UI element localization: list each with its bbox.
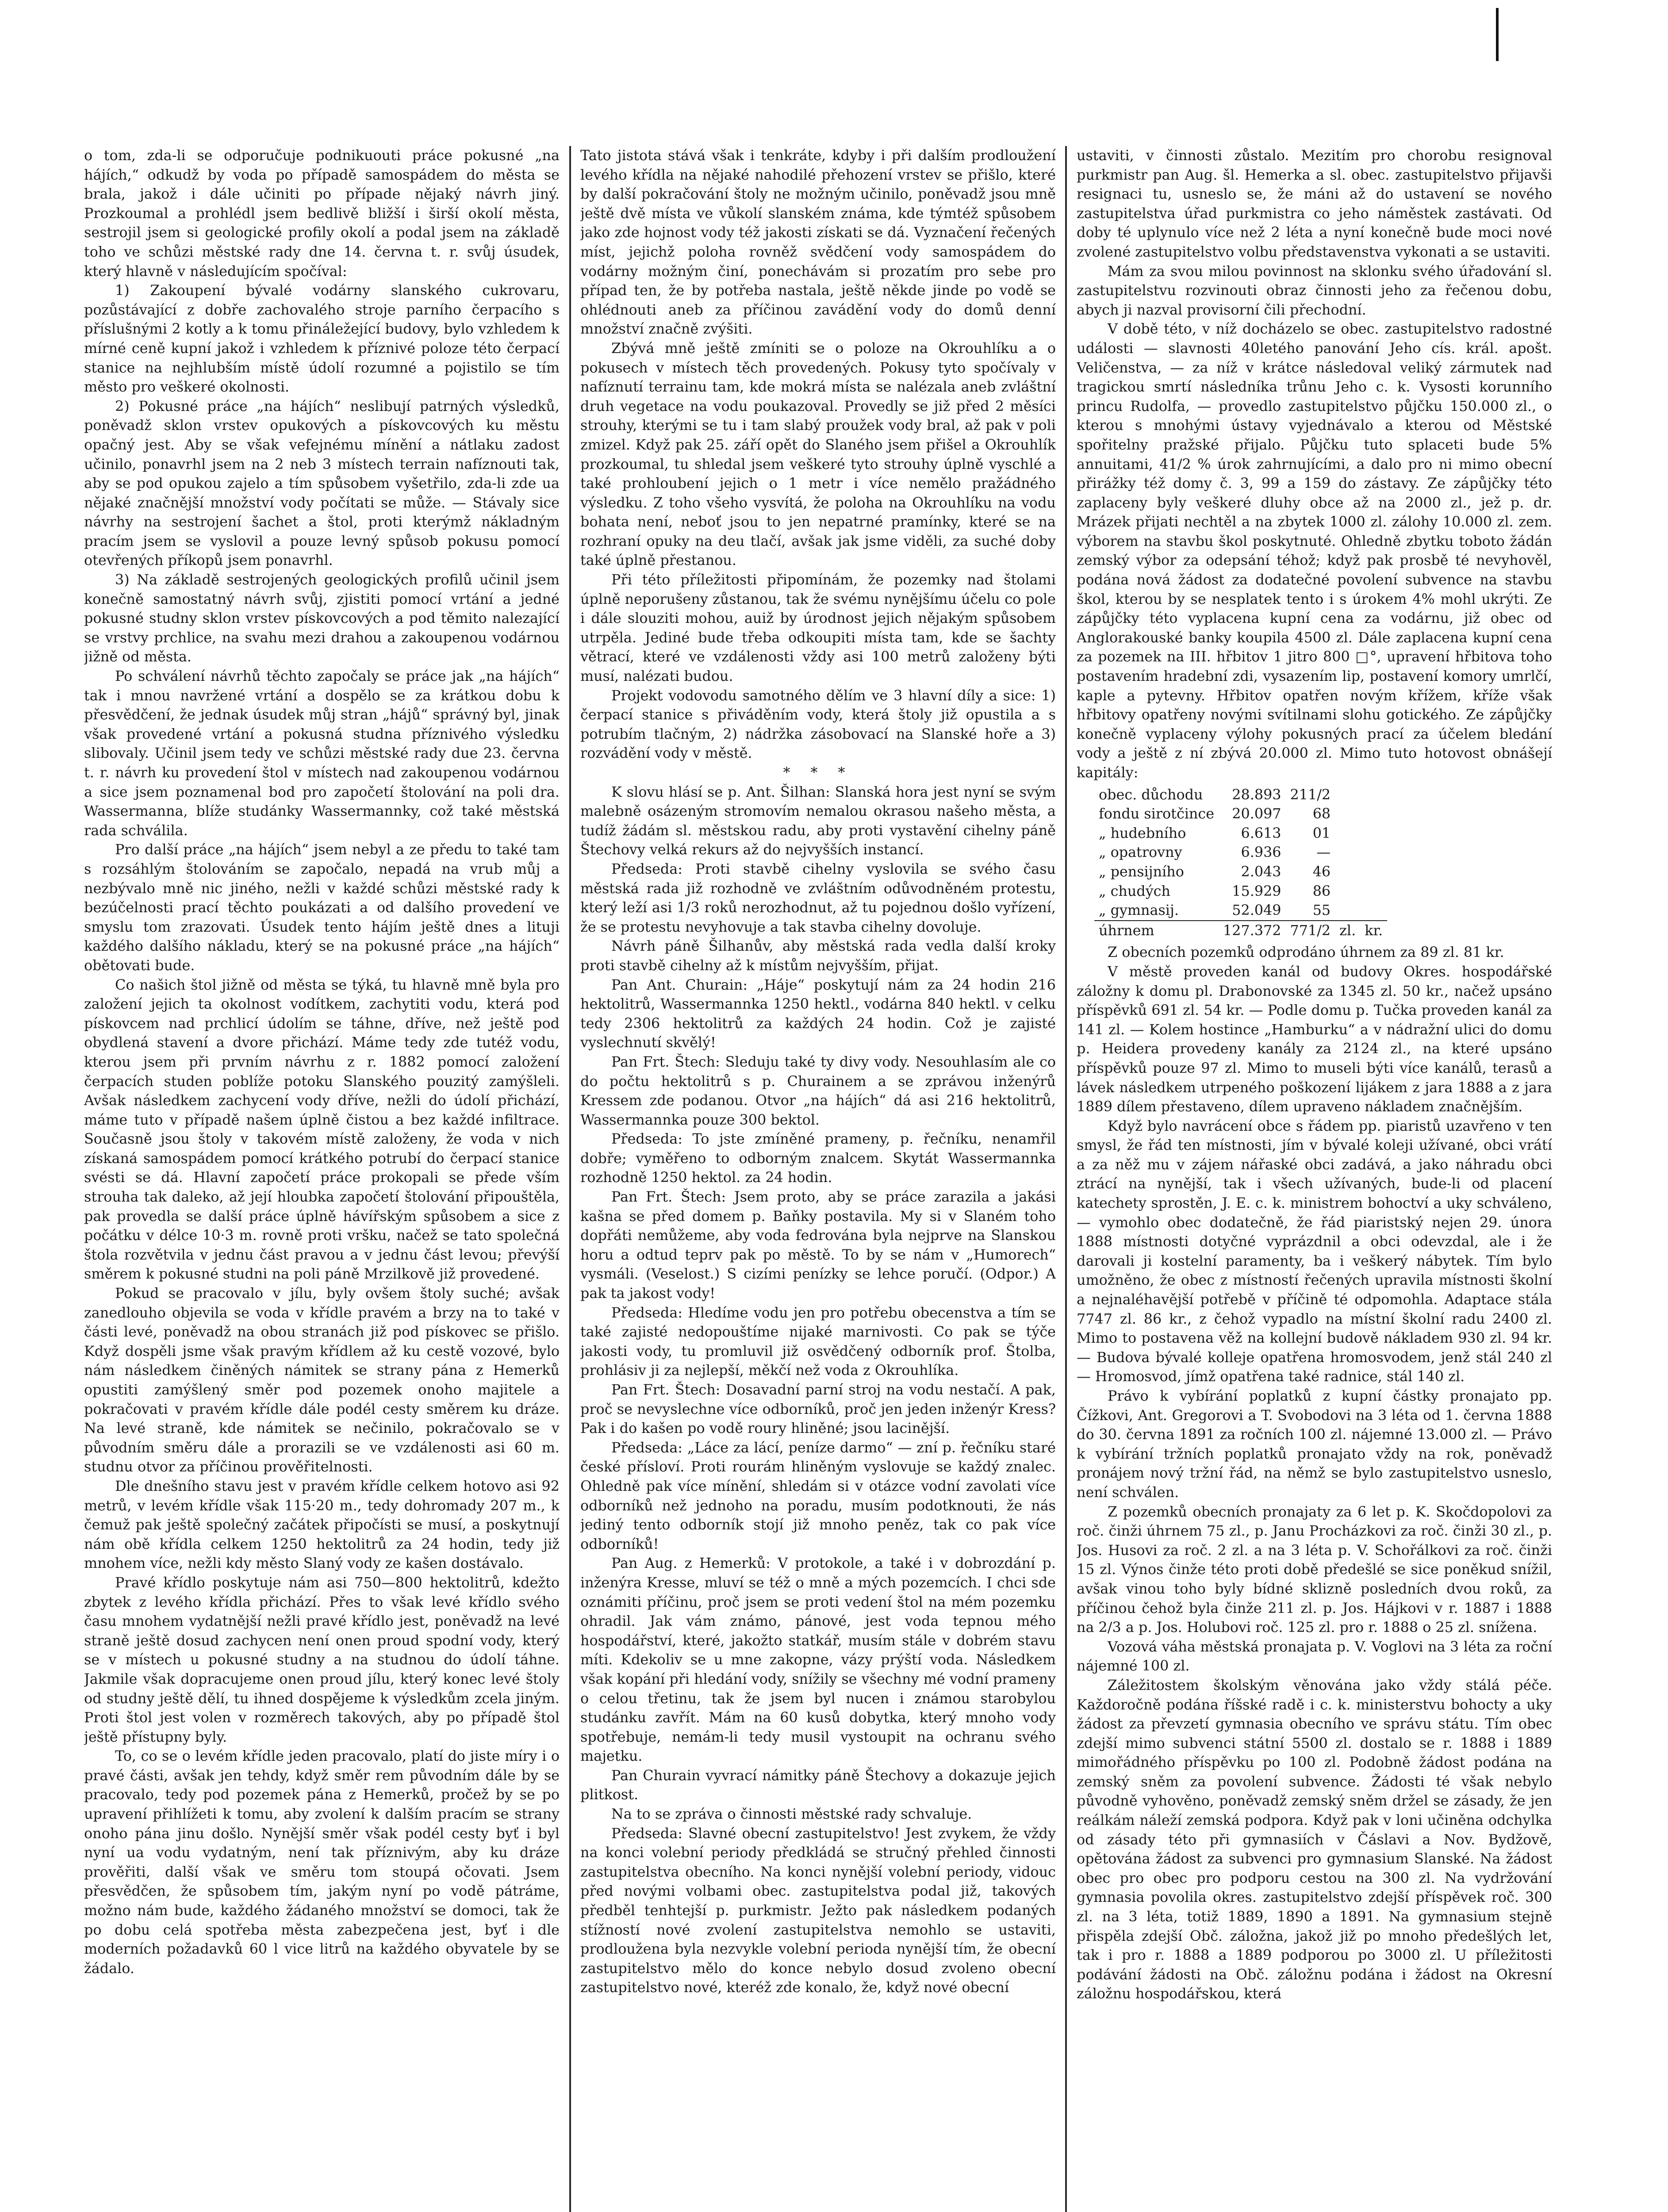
paragraph: Dle dnešního stavu jest v pravém křídle celkem hotovo asi 92 metrů, v levém křídle však 115·20 m., tedy dohromady 207 m., k čemuž pak ještě společný začátek připočísti se musí, a poskytnují nám obě křídla celkem 1250 hektolitrů za 24 hodin, tedy již mnohem více, nežli kdy město Slaný vody ze kašen dostávalo. bbox=[84, 1478, 560, 1572]
cell-zl: 2.043 bbox=[1241, 863, 1281, 880]
paragraph: Pan Churain vyvrací námitky páně Štechovy a dokazuje jejich plitkost. bbox=[580, 1767, 1056, 1803]
paragraph: ustaviti, v činnosti zůstalo. Mezitím pro chorobu resignoval purkmistr pan Aug. šl. Hemerka a sl. obec. zastupitelstvo přijavši resignaci tu, usneslo se, že máni až do ustavení se nového zastupitelstva úřad purkmistra co jeho náměstek zastávati. Od doby té uplynulo více než 2 léta a nyní konečně bude moci nové zvolené zastupitelstvo volbu představenstva vykonati a se ustaviti. bbox=[1077, 147, 1552, 260]
paragraph: Zbývá mně ještě zmíniti se o poloze na Okrouhlíku a o pokusech v místech těch provedených. Pokusy tyto spočívaly v nafíznutí terrainu tam, kde mokrá místa se nalézala aneb zvláštní druh vegetace na vodu poukazoval. Provedly se již před 2 měsíci strouhy, kterými se tu i tam slabý proužek vody bral, až pak v poli zmizel. Když pak 25. září opět do Slaného jsem přišel a Okrouhlík prozkoumal, tu shledal jsem veškeré tyto strouhy úplně vyschlé a také prohloubení jejich o 1 metr i více nemělo pražádného výsledku. Z toho všeho vysvítá, že poloha na Okrouhlíku na vodu bohata není, neboť jsou to jen nepatrné pramínky, které se na rozhraní opuky na deu tlačí, avšak jak jsme viděli, za suché doby také úplně přestanou. bbox=[580, 340, 1056, 569]
table-row bbox=[1094, 901, 1387, 921]
paragraph: Mám za svou milou povinnost na sklonku svého úřadování sl. zastupitelstvu rozvinouti obraz činnosti jeho za řečenou dobu, abych ji nazval provisorní čili přechodní. bbox=[1077, 263, 1552, 318]
total-zl: 127.372 bbox=[1219, 921, 1286, 941]
paragraph: To, co se o levém křídle jeden pracovalo, platí do jiste míry i o pravé části, avšak jen tehdy, když směr rem původním dále by se pracovalo, tedy pod pozemek pána z Hemerků, pročež by se po upravení přihlížeti k tomu, aby zvolení k dalším pracím se strany onoho pána jinu došlo. Nynější směr však podél cesty byť i byl nyní ua vodu vydatným, není tak příznivým, aby ku dráze prověřiti, další však ve směru tom stoupá očovati. Jsem přesvědčen, že spůsobem tím, jakým nyní po vodě pátráme, možno nám bude, každého žádaného množství se domoci, tak že po dobu celá spotřeba města zabezpečena jest, byť i dle moderních požadavků 60 l vice litrů na každého obyvatele by se žádalo. bbox=[84, 1748, 560, 1977]
cell-kr: 211/2 bbox=[1290, 786, 1331, 803]
cell-kr: 68 bbox=[1312, 806, 1331, 822]
paragraph: 1) Zakoupení bývalé vodárny slanského cukrovaru, pozůstávající z dobře zachovalého stroje parního čerpacího s příslušnými 2 kotly a k tomu přináležející budovy, bylo vzhledem k mírné ceně kupní jakož i vzhledem k příznivé poloze této čerpací stanice na nejhlubším místě údolí rozumné a pojistilo se tím město pro veškeré okolnosti. bbox=[84, 282, 560, 396]
paragraph: Na to se zpráva o činnosti městské rady schvaluje. bbox=[611, 1806, 972, 1823]
cell-name: „ pensijního bbox=[1099, 863, 1184, 880]
paragraph: Pan Frt. Štech: Dosavadní parní stroj na vodu nestačí. A pak, proč se nevyslechne více odborníků, proč jen jeden inženýr Kress? Pak i do kašen po vodě roury hliněné; jsou lacinější. bbox=[580, 1382, 1056, 1437]
paragraph: Při této příležitosti připomínám, že pozemky nad štolami úplně neporušeny zůstanou, tak že svému nynějšímu účelu co pole i dále slouziti mohou, auiž by úrodnost jejich nějakým spůsobem utrpěla. Jediné bude třeba odkoupiti místa tam, kde se šachty větrací, které ve vzdálenosti vždy asi 100 metrů založeny býti musí, nalézati budou. bbox=[580, 572, 1056, 685]
table-row bbox=[1094, 843, 1387, 862]
section-separator: * * * bbox=[783, 764, 853, 781]
paragraph: Když bylo navrácení obce s řádem pp. piaristů uzavřeno v ten smysl, že řád ten místnosti, jím v bývalé koleji užívané, obci vrátí a za něž mu v zájem nářaské obci zadává, a jako náhradu obci ztrácí na nynější, tak i všech užívaných, bude-li od placení katechety sprostěn, J. E. c. k. ministrem bohoctví a uky schváleno, — vymohlo obec dodatečně, že řád piaristský nejen 29. února 1888 místnosti dotyčné vyprázdnil a obci odevzdal, ale i že darovali ji kostelní paramenty, ba i veškerý nábytek. Tím bylo umožněno, že obec z místností řečených upravila místnosti školní a nejnaléhavější potřebě v příčině té odpomohla. Adaptace stála 7747 zl. 86 kr., z čehož vypadlo na místní školní radu 2400 zl. Mimo to postavena věž na kollejní budově nákladem 930 zl. 94 kr. — Budova bývalé kolleje opatřena hromosvodem, jenž stál 240 zl — Hromosvod, jímž opatřena také radnice, stál 140 zl. bbox=[1077, 1118, 1552, 1385]
cell-kr: — bbox=[1316, 844, 1331, 861]
paragraph: Předseda: Hledíme vodu jen pro potřebu obecenstva a tím se také zajisté nedopouštíme nijaké marnivosti. Co pak se týče jakosti vody, tu promluvil již osvědčený odborník prof. Štolba, prohlásiv ji za nejlepší, měkčí než voda z Okrouhlíka. bbox=[580, 1304, 1056, 1379]
cell-name: „ chudých bbox=[1099, 883, 1170, 899]
paragraph: Předseda: Proti stavbě cihelny vyslovila se svého času městská rada již rozhodně ve zvláštním odůvodněném protestu, který leží asi 1/3 roků nerozhodnut, až tu pojednou došlo vyřízení, že se protestu nevyhovuje a tak stavba cihelny dovoluje. bbox=[580, 860, 1056, 935]
table-total-row bbox=[1094, 921, 1387, 941]
paragraph: Po schválení návrhů těchto započaly se práce jak „na hájích“ tak i mnou navržené vrtání a dospělo se za krátkou dobu k přesvědčení, že jednak úsudek můj stran „hájů“ správný byl, jinak však provedené vrtání a pokusná studna příznivého výsledku slibovaly. Učinil jsem tedy ve schůzi městské rady due 23. června t. r. návrh ku provedení štol v místech nad zakoupenou vodárnou a sice jsem poznamenal bod pro započetí štolování na poli dra. Wassermanna, blíže studánky Wassermannky, což také městská rada schválila. bbox=[84, 668, 560, 839]
paragraph: Předseda: To jste zmíněné prameny, p. řečníku, nenamřil dobře; vyměřeno to odborným znalcem. Skytát Wassermannka rozhodně 1250 hektol. za 24 hodin. bbox=[580, 1131, 1056, 1186]
total-unit_kr: kr. bbox=[1360, 921, 1387, 941]
paragraph: Pokud se pracovalo v jílu, byly ovšem štoly suché; avšak zanedlouho objevila se voda v křídle pravém a brzy na to také v části levé, poněvadž na obou stranách již pod pískovec se přišlo. Když dospěli jsme však pravým křídlem až ku cestě vozové, bylo nám následkem činěných námitek se strany pána z Hemerků opustiti zamýšlený směr pod pozemek onoho majitele a pokračovati v pravém křídle dále podél cesty směrem ku dráze. Na levé straně, kde námitek se nečinilo, pokračovalo se v původním směru dále a prorazili se ve vzdálenosti asi 60 m. studnu otvor za příčinou prověřitelnosti. bbox=[84, 1285, 560, 1475]
paragraph: V městě proveden kanál od budovy Okres. hospodářské záložny k domu pl. Drabonovské za 1345 zl. 50 kr., načež upsáno příspěvků 691 zl. 54 kr. — Podle domu p. Tučka proveden kanál za 141 zl. — Kolem hostince „Hamburku“ a v nádražní ulici do domu p. Heiderа provedeny kanály za 2124 zl., na které upsáno příspěvků pouze 97 zl. Mimo to museli býti více kanálů, terasů a lávek následkem utrpeného poškození lijákem z jara 1888 a z jara 1889 dílem přestaveno, dílem upraveno nákladem značnějším. bbox=[1077, 963, 1552, 1115]
cell-name: obec. důchodu bbox=[1099, 786, 1203, 803]
table-row bbox=[1094, 882, 1387, 901]
cell-zl: 28.893 bbox=[1232, 786, 1281, 803]
table-row bbox=[1094, 824, 1387, 843]
paragraph: Tato jistota stává však i tenkráte, kdyby i při dalším prodloužení levého křídla na nějaké nahodilé přehození vrstev se přišlo, které by další pokračování štoly ne možným učinilo, poněvadž jsou mně ještě dvě místa ve vůkolí slanském známa, kde týmtéž spůsobem jako zde hojnost vody též jakosti získati se dá. Vyznačení řečených míst, jejichž poloha rovněž svědčení vody samospádem do vodárny možným činí, ponechávám si prozatím pro sebe pro případ ten, že by potřeba nastala, ještě někde jinde po vodě se ohlédnouti aneb za příčinou zavádění vody do domů denní množství značně zvýšiti. bbox=[580, 147, 1056, 338]
table-row bbox=[1094, 785, 1387, 805]
column-1 bbox=[84, 146, 560, 2212]
page-edge-mark bbox=[1496, 8, 1499, 61]
cell-zl: 6.936 bbox=[1241, 844, 1281, 861]
cell-kr: 01 bbox=[1312, 825, 1331, 841]
cell-name: „ hudebního bbox=[1099, 825, 1186, 841]
paragraph: Pravé křídlo poskytuje nám asi 750—800 hektolitrů, kdežto zbytek z levého křídla přichází. Přes to však levé křídlo svého času mnohem vydatnější nežli pravé křídlo jest, poněvadž na levé straně ještě dosud zachycen není onen proud spodní vody, který se v místech u pokusné studny a na studnou do údolí táhne. Jakmile však dopracujeme onen proud jílu, který konec levé štoly od studny ještě dělí, tu ihned dospějeme k výsledkům zcela jiným. Proti štol jest volen v rozměrech takových, aby po případě štol ještě přístupny byly. bbox=[84, 1574, 560, 1745]
cell-name: „ opatrovny bbox=[1099, 844, 1182, 861]
paragraph: Pan Aug. z Hemerků: V protokole, a také i v dobrozdání p. inženýra Kresse, mluví se též o mně a mých pozemcích. I chci sde oznámiti příčinu, proč jsem se proti vedení štol na mém pozemku ohradil. Jak vám známo, pánové, jest voda tepnou mého hospodářství, které, jakožto statkář, musím stále v dobrém stavu míti. Kdekoliv se u mne zakopne, vázy prýští voda. Následkem však kopání při hledání vody, snížily se všechny mé vodní prameny o celou třetinu, tak že jsem byl nucen i známou starobylou studánku zavřít. Mám na 60 kusů dobytka, který mnoho vody spotřebuje, nemám-li tedy musil vystoupit na ochranu svého majetku. bbox=[580, 1555, 1056, 1765]
paragraph: Pan Frt. Štech: Sleduju také ty divy vody. Nesouhlasím ale co do počtu hektolitrů s p. Churainem a se zprávou inženýrů Kressem zde podanou. Otvor „na hájích“ dá asi 216 hektolitrů, Wassermannka pouze 300 bektol. bbox=[580, 1053, 1056, 1128]
cell-kr: 46 bbox=[1312, 863, 1331, 880]
paragraph: Předseda: Slavné obecní zastupitelstvo! Jest zvykem, že vždy na konci volební periody předkládá se stručný přehled činnosti zastupitelstva obecního. Na konci nynější volební periody, vidouc před novými volbami obec. zastupitelstva podal již, takových předběl tenhtejší p. purkmistr. Ježto pak následkem podaných stížností nové zvolení zastupitelstva nemohlo se ustaviti, prodloužena byla nezvykle volební perioda nynější tím, že obecní zastupitelstvo mělo do konce nebylo dosud zvoleno obecní zastupitelstvo nové, kteréž zde konalo, že, když nové obecní bbox=[580, 1825, 1056, 1996]
paragraph: K slovu hlásí se p. Ant. Šilhan: Slanská hora jest nyní se svým malebně osázeným stromovím nemalou okrasou našeho města, a tudíž žádám sl. městskou radu, aby proti vystavění cihelny páně Štechovy velká rekurs až do nejvyšších instancí. bbox=[580, 783, 1056, 858]
paragraph: Pan Frt. Štech: Jsem proto, aby se práce zarazila a jakási kašna se před domem p. Baňky postavila. My si v Slaném toho dopřáti nemůžeme, aby voda fedrována byla nejprve na Slanskou horu a odtud teprv pak po městě. To by se nám v „Humorech“ vysmáli. (Veselost.) S cizími penízky se lehce poručí. (Odpor.) A pak ta jakost vody! bbox=[580, 1189, 1056, 1302]
total-kr: 771/2 bbox=[1286, 921, 1335, 941]
paragraph: Projekt vodovodu samotného dělím ve 3 hlavní díly a sice: 1) čerpací stanice s přiváděním vody, která štoly již opustila a s potrubím tlačným, 2) nádržka zásobovací na Slanské hoře a 3) rozvádění vody v městě. bbox=[580, 687, 1056, 762]
cell-name: „ gymnasij. bbox=[1099, 902, 1179, 919]
paragraph: Co našich štol jižně od města se týká, tu hlavně mně byla pro založení jejich ta okolnost vodítkem, zachytiti vodu, která pod pískovcem nad prchlicí údolím se táhne, dříve, než ještě pod obydlená stavení a dvore přichází. Máme tedy zde tutéž vodu, kterou jsem při prvním návrhu z r. 1882 pomocí založení čerpacích studen poblíže potoku Slanského pouzitý zamýšleli. Avšak následkem zachycení vody dříve, nežli do údolí přichází, máme tuto v případě našem úplně čistou a bez každé infiltrace. Současně jsou štoly v takovém místě založeny, že voda v nich získaná samospádem pomocí krátkého potrubí do čerpací stanice svésti se dá. Hlavní započetí práce prokopali se přede vším strouha tak daleko, až její hloubka započetí štolování připouštěla, pak provedla se další práce úplně hávířským spůsobem a sice z počátku v délce 10·3 m. rovně proti vršku, načež se tato společná štola rozvětvila v jednu část pravou a v jednu část levou; převýší směrem k pokusné studni na poli páně Mrzilkově již provedené. bbox=[84, 976, 560, 1283]
capital-table bbox=[1094, 785, 1387, 941]
column-3 bbox=[1077, 146, 1552, 2212]
paragraph: Z obecních pozemků odprodáno úhrnem za 89 zl. 81 kr. bbox=[1108, 944, 1504, 961]
cell-kr: 86 bbox=[1312, 883, 1331, 899]
cell-zl: 15.929 bbox=[1232, 883, 1281, 899]
paragraph: Návrh páně Šilhanův, aby městská rada vedla další kroky proti stavbě cihelny až k místům nejvyšším, přijat. bbox=[580, 938, 1056, 974]
total-unit_zl: zl. bbox=[1335, 921, 1360, 941]
cell-name: fondu sirotčince bbox=[1099, 806, 1215, 822]
paragraph: Z pozemků obecních pronajaty za 6 let p. K. Skočdopolovi za roč. činži úhrnem 75 zl., p. Janu Procházkovi za roč. činži 30 zl., p. Jos. Husovi za roč. 2 zl. a na 3 léta p. V. Schořálkovi za roč. činži 15 zl. Výnos činže této proti době předešlé se sice poněkud snížil, avšak vinou toho byly bídné sklizně posledních dvou roků, za příčinou čehož byla činže 211 zl. p. Jos. Hájkovi v r. 1887 i 1888 na 2/3 a p. Jos. Holubovi roč. 125 zl. pro r. 1888 o 25 zl. snížena. bbox=[1077, 1503, 1552, 1636]
paragraph: Vozová váha městská pronajata p. V. Voglovi na 3 léta za roční nájemné 100 zl. bbox=[1077, 1638, 1552, 1674]
cell-zl: 20.097 bbox=[1232, 806, 1281, 822]
paragraph: Předseda: „Láce za lácí, peníze darmo“ — zní p. řečníku staré české přísloví. Proti rourám hliněným vyslovuje se každý znalec. Ohledně pak více mínění, shledám si v otázce vodní zavolati více odborníků než jednoho na poradu, musím podotknouti, že nás jediný tento odborník stojí již mnoho peněz, tak co pak více odborníků! bbox=[580, 1439, 1056, 1552]
cell-zl: 6.613 bbox=[1241, 825, 1281, 841]
paragraph: 2) Pokusné práce „na hájích“ neslibují patrných výsledků, poněvadž sklon vrstev opukových a pískovcových ku městu opačný jest. Aby se však vefejnému mínění a nátlaku zadost učinilo, ponavrhl jsem na 2 neb 3 místech terrain nafíznouti tak, aby se pod opukou zajelo a tím spůsobem vyšetřilo, zda-li zde ua nějaké značnější množství vody počítati se může. — Stávaly sice návrhy na sestrojení šachet a štol, proti kterýmž nákladným pracím jsem se vyslovil a pouze levný spůsob pokusu pomocí otevřených příkopů jsem ponavrhl. bbox=[84, 398, 560, 569]
paragraph: Právo k vybírání poplatků z kupní částky pronajato pp. Čížkovi, Ant. Gregorovi a T. Svobodovi na 3 léta od 1. června 1888 do 30. června 1891 za ročních 100 zl. nájemné 13.000 zl. — Právo k vybírání tržních poplatků pronajato vždy na rok, poněvadž pronájem nový tržní řád, na němž se bylo zastupitelstvo usneslo, není schválen. bbox=[1077, 1388, 1552, 1501]
column-2 bbox=[580, 146, 1056, 2212]
paragraph: o tom, zda-li se odporučuje podnikuouti práce pokusné „na hájích,“ odkudž by voda po případě samospádem do města se brala, jakož i dále učiniti po případe nějaký návrh jiný. Prozkoumal a prohlédl jsem bedlivě bližší i širší okolí města, sestrojil jsem si geologické profily okolí a podal jsem na základě toho ve schůzi městské rady dne 14. června t. r. svůj úsudek, který hlavně v následujícím spočíval: bbox=[84, 147, 560, 280]
total-label: úhrnem bbox=[1094, 921, 1219, 941]
table-row bbox=[1094, 862, 1387, 882]
table-row bbox=[1094, 804, 1387, 824]
paragraph: V době této, v níž docházelo se obec. zastupitelstvo radostné události — slavnosti 40letého panování Jeho cís. král. apošt. Veličenstva, — za níž v krátce následoval veliký zármutek nad tragickou smrtí následníka trůnu Jeho c. k. Vysosti korunního princu Rudolfa, — provedlo zastupitelstvo půjčku 150.000 zl., o kterou s mnohými ústavy vyjednávalo a kterou od Městské spořitelny pražské přijalo. Půjčku tuto splaceti bude 5% annuitami, 41/2 % úrok zahrnujícími, a dalo pro ni mimo obecní přirážky též domy č. 3, 99 a 159 do zástavy. Ze zápůjčky této zaplaceny byly veškeré dluhy obce až na 2000 zl., jež p. dr. Mrázek přijati nechtěl a na zbytek 1000 zl. zálohy 10.000 zl. zem. výborem na stavbu škol poskytnuté. Ohledně zbytku toboto žádán zemský výbor za odepsání téhož; když pak prosbě té nevyhověl, podána nová žádost za dodatečné povolení subvence na stavbu škol, kterou by se nesplatek tento i s úrokem 4% mohl ukrýti. Ze zápůjčky této vyplacena kupní cena za vodárnu, již obec od Anglorakouské banky koupila 4500 zl. Dále zaplacena kupní cena za pozemek na III. hřbitov 1 jitro 800 □°, upravení hřbitova toho postavením hradební zdi, vysazením lip, postavení komory umrlčí, kaple a pytevny. Hřbitov opatřen novým křížem, kříže však hřbitovy opatřeny novými svítilnami slohu gotického. Ze zápůjčky konečně vyplaceny výlohy pokusných prací za účelem bledání vody a ještě z ní zbývá 20.000 zl. Mimo tuto hotovost obnášejí kapitály: bbox=[1077, 321, 1552, 781]
paragraph: 3) Na základě sestrojených geologických profilů učinil jsem konečně samostatný návrh svůj, zjistiti pomocí vrtání a jedné pokusné studny sklon vrstev pískovcových a pod těmito nalezající se vrstvy prchlice, na svahu mezi drahou a zakoupenou vodárnou jižně od města. bbox=[84, 572, 560, 665]
paragraph: Záležitostem školským věnována jako vždy stálá péče. Každoročně podána říšské radě i c. k. ministerstvu bohocty a uky žádost za převzetí gymnasia obecního ve správu státu. Tím obec zdejší mimo subvenci státní 5500 zl. dostalo se r. 1888 i 1889 mimořádného příspěvku po 100 zl. Podobně žádost podána na zemský sněm za povolení subvence. Žádosti té však nebylo původně vyhověno, poněvadž zemský sněm držel se zásady, že jen reálkám náleží zemská podpora. Když pak v loni učiněna odchylka od zásady této při gymnasiích v Čáslavi a Nov. Bydžově, opětována žádost za subvenci pro gymnasium Slanské. Na žádost obec pro obec pro podporu cestou na 300 zl. Na vydržování gymnasia povolila okres. zastupitelstvo zdejší příspěvek roč. 300 zl. na 3 léta, totiž 1889, 1890 a 1891. Na gymnasium stejně přispěla zdejší Obč. záložna, jakož již po mnoho předešlých let, tak i pro r. 1888 a 1889 podporou po 3000 zl. U příležitosti podávání žádosti na Obč. záložnu podána i žádost na Okresní záložnu hospodářskou, která bbox=[1077, 1677, 1552, 2002]
newspaper-page bbox=[84, 146, 1553, 2212]
cell-kr: 55 bbox=[1312, 902, 1331, 919]
cell-zl: 52.049 bbox=[1232, 902, 1281, 919]
paragraph: Pan Ant. Churain: „Háje“ poskytují nám za 24 hodin 216 hektolitrů, Wassermannka 1250 hektl., vodárna 840 hektl. v celku tedy 2306 hektolitrů za každých 24 hodin. Což je zajisté vyslechnutí skvělý! bbox=[580, 976, 1056, 1051]
paragraph: Pro další práce „na hájích“ jsem nebyl a ze předu to také tam s rozsáhlým štolováním se započalo, nepadá na vrub můj a nezbývalo mně nic jiného, nežli v každé schůzi městské rady k bezúčelnosti prací těchto poukázati a od dalšího provedení ve smyslu tom zrazovati. Úsudek tento hájím ještě dnes a lituji každého dalšího nákladu, který se na pokusné práce „na hájích“ obětovati bude. bbox=[84, 841, 560, 974]
